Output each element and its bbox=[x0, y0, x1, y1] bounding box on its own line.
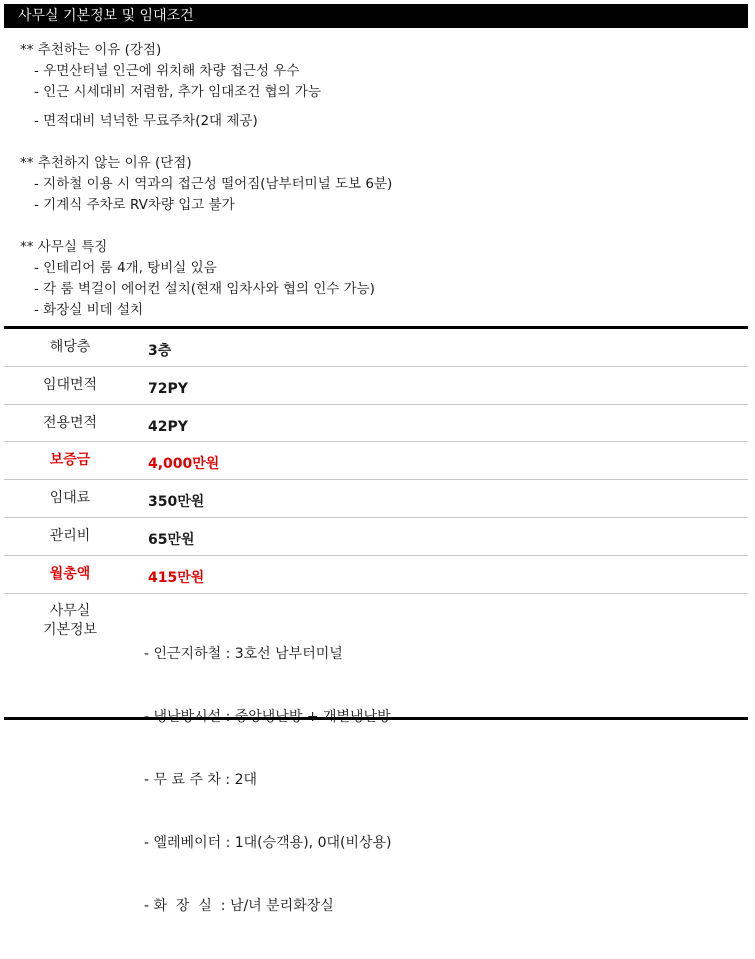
office-info-label bbox=[4, 602, 136, 641]
row-label: 임대면적 bbox=[42, 376, 98, 393]
row-label: 보증금 bbox=[49, 452, 91, 469]
office-info-item: - 엘레베이터 : 1대(승객용), 0대(비상용) bbox=[144, 834, 392, 851]
row-value: 72PY bbox=[148, 380, 188, 397]
strength-item: - 우면산터널 인근에 위치해 차량 접근성 우수 bbox=[34, 63, 300, 79]
strength-item: - 면적대비 넉넉한 무료주차(2대 제공) bbox=[34, 113, 258, 129]
weakness-item: - 기계식 주차로 RV차량 입고 불가 bbox=[34, 197, 235, 213]
row-value: 4,000만원 bbox=[148, 456, 220, 473]
feature-item: - 화장실 비데 설치 bbox=[34, 302, 144, 318]
table-row-lease-area bbox=[4, 367, 748, 405]
office-info-item: - 무 료 주 차 : 2대 bbox=[144, 771, 257, 788]
row-label: 전용면적 bbox=[42, 414, 98, 431]
strength-item: - 인근 시세대비 저렴함, 추가 임대조건 협의 가능 bbox=[34, 84, 321, 100]
office-info-item: - 화 장 실 : 남/녀 분리화장실 bbox=[144, 897, 334, 914]
weaknesses-heading: ** 추천하지 않는 이유 (단점) bbox=[20, 155, 192, 171]
row-value: 3층 bbox=[148, 343, 172, 359]
table-row-monthly-total bbox=[4, 556, 748, 594]
feature-item: - 인테리어 룸 4개, 탕비실 있음 bbox=[34, 260, 217, 276]
table-row-floor bbox=[4, 329, 748, 367]
row-label: 월총액 bbox=[49, 565, 91, 582]
features-section bbox=[20, 237, 740, 321]
row-value: 415만원 bbox=[148, 569, 205, 586]
office-info-label-line: 사무실 bbox=[49, 602, 91, 619]
strengths-heading: ** 추천하는 이유 (강점) bbox=[20, 42, 162, 58]
office-info-list bbox=[144, 602, 392, 959]
weaknesses-section bbox=[20, 153, 740, 216]
table-bottom-rule bbox=[4, 717, 748, 720]
row-label: 관리비 bbox=[49, 527, 91, 544]
feature-item: - 각 룸 벽걸이 에어컨 설치(현재 임차사와 협의 인수 가능) bbox=[34, 281, 375, 297]
row-value: 42PY bbox=[148, 418, 188, 435]
strengths-section bbox=[20, 40, 740, 132]
row-label: 해당층 bbox=[49, 339, 91, 355]
lease-terms-table bbox=[4, 329, 748, 914]
weakness-item: - 지하철 이용 시 역과의 접근성 떨어짐(남부터미널 도보 6분) bbox=[34, 176, 393, 192]
table-row-maintenance-fee bbox=[4, 518, 748, 556]
row-label: 임대료 bbox=[49, 490, 91, 507]
section-title: 사무실 기본정보 및 임대조건 bbox=[18, 8, 194, 24]
notes-block bbox=[20, 40, 740, 321]
table-row-rent bbox=[4, 480, 748, 518]
office-info-label-line: 기본정보 bbox=[42, 622, 98, 639]
table-row-office-info bbox=[4, 594, 748, 914]
features-heading: ** 사무실 특징 bbox=[20, 239, 108, 255]
section-title-bar bbox=[4, 4, 748, 28]
table-row-deposit bbox=[4, 442, 748, 480]
table-row-exclusive-area bbox=[4, 405, 748, 443]
row-value: 65만원 bbox=[148, 531, 195, 548]
office-info-item: - 인근지하철 : 3호선 남부터미널 bbox=[144, 645, 343, 662]
row-value: 350만원 bbox=[148, 494, 205, 511]
